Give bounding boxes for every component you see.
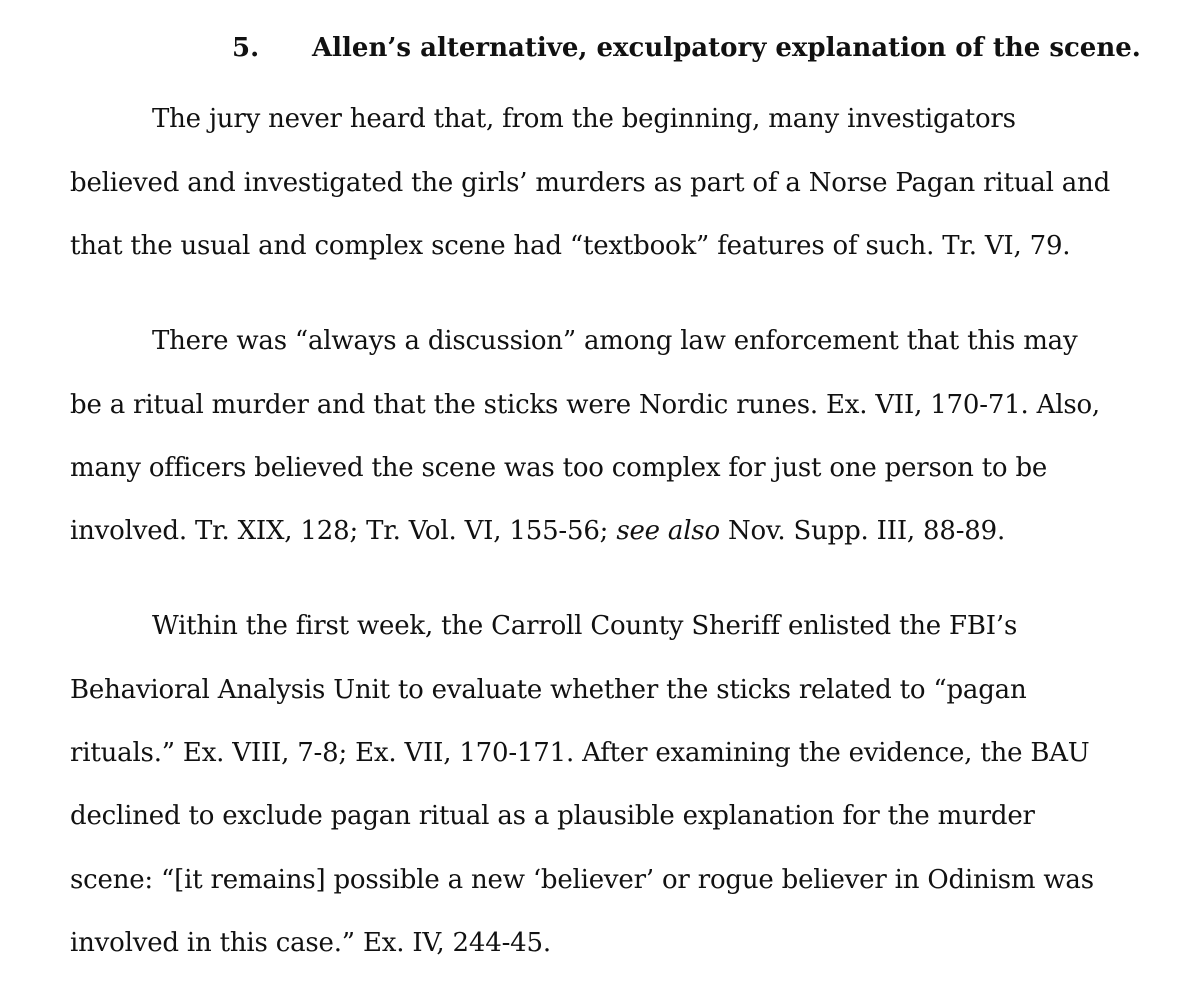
text-line: involved in this case.” Ex. IV, 244-45.	[70, 928, 551, 958]
section-title: Allen’s alternative, exculpatory explanation of the scene.	[312, 33, 1141, 63]
text-line: be a ritual murder and that the sticks were Nordic runes. Ex. VII, 170-71. Also,	[70, 390, 1100, 420]
text-line: There was “always a discussion” among law enforcement that this may	[152, 326, 1078, 356]
text-line: The jury never heard that, from the beginning, many investigators	[152, 104, 1016, 134]
text-line: Behavioral Analysis Unit to evaluate whether the sticks related to “pagan	[70, 675, 1027, 705]
citation-text: involved. Tr. XIX, 128; Tr. Vol. VI, 155-56;	[70, 516, 617, 546]
text-line: many officers believed the scene was too complex for just one person to be	[70, 453, 1048, 483]
text-line: declined to exclude pagan ritual as a plausible explanation for the murder	[70, 801, 1035, 831]
text-line: Within the first week, the Carroll County Sheriff enlisted the FBI’s	[152, 611, 1018, 641]
text-line	[70, 511, 1005, 551]
text-line: rituals.” Ex. VIII, 7-8; Ex. VII, 170-171. After examining the evidence, the BAU	[70, 738, 1090, 768]
section-heading	[0, 28, 1200, 68]
citation-text: Nov. Supp. III, 88-89.	[719, 516, 1006, 546]
text-line: scene: “[it remains] possible a new ‘believer’ or rogue believer in Odinism was	[70, 865, 1094, 895]
text-line: believed and investigated the girls’ murders as part of a Norse Pagan ritual and	[70, 168, 1111, 198]
italic-signal: see also	[616, 516, 720, 546]
text-line: that the usual and complex scene had “textbook” features of such. Tr. VI, 79.	[70, 231, 1071, 261]
section-number: 5.	[232, 33, 260, 63]
